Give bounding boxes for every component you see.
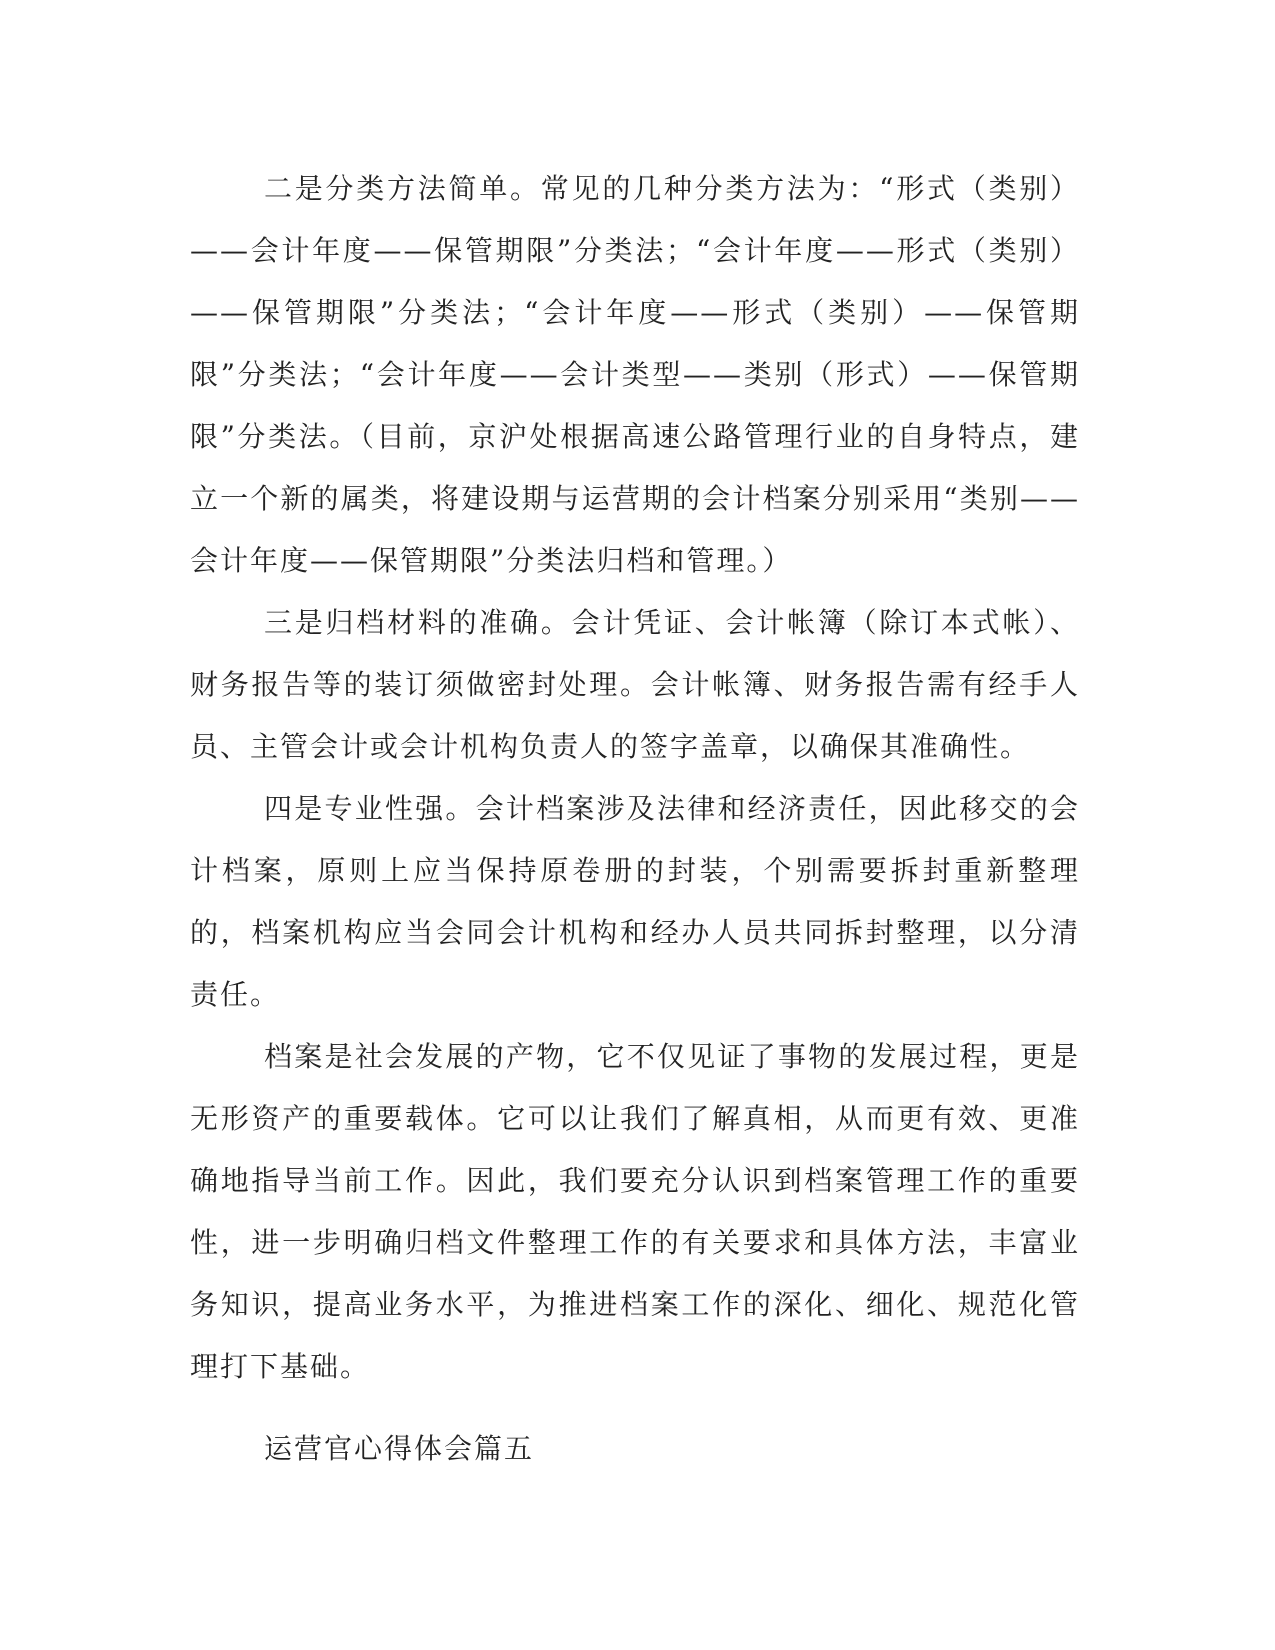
paragraph-classification-methods: 二是分类方法简单。常见的几种分类方法为：“形式（类别）——会计年度——保管期限”分类法；“会计年度——形式（类别）——保管期限”分类法；“会计年度——形式（类别）——保管期限”分类法；“会计年度——会计类型——类别（形式）——保管期限”分类法。（目前，京沪处根据高速公路管理行业的自身特点，建立一个新的属类，将建设期与运营期的会计档案分别采用“类别——会计年度——保管期限”分类法归档和管理。） <box>190 172 1080 577</box>
section-heading: 运营官心得体会篇五 <box>264 1432 535 1465</box>
paragraph-material-accuracy: 三是归档材料的准确。会计凭证、会计帐簿（除订本式帐）、财务报告等的装订须做密封处理。会计帐簿、财务报告需有经手人员、主管会计或会计机构负责人的签字盖章，以确保其准确性。 <box>190 606 1080 763</box>
paragraph-archive-importance: 档案是社会发展的产物，它不仅见证了事物的发展过程，更是无形资产的重要载体。它可以让我们了解真相，从而更有效、更准确地指导当前工作。因此，我们要充分认识到档案管理工作的重要性，进一步明确归档文件整理工作的有关要求和具体方法，丰富业务知识，提高业务水平，为推进档案工作的深化、细化、规范化管理打下基础。 <box>190 1040 1080 1383</box>
document-body <box>190 158 1080 1480</box>
paragraph-professionalism: 四是专业性强。会计档案涉及法律和经济责任，因此移交的会计档案，原则上应当保持原卷册的封装，个别需要拆封重新整理的，档案机构应当会同会计机构和经办人员共同拆封整理，以分清责任。 <box>190 792 1080 1011</box>
